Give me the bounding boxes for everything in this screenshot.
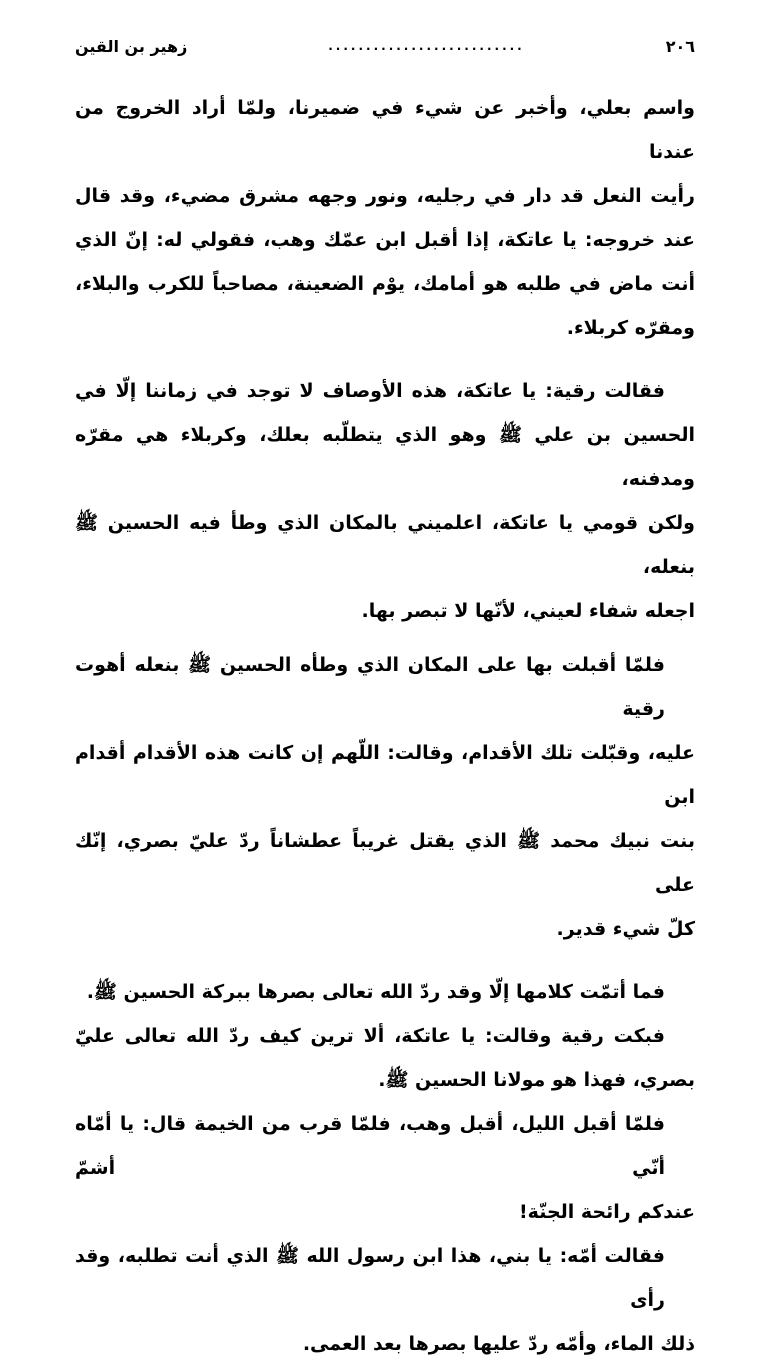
text-line: فلمّا أقبل الليل، أقبل وهب، فلمّا قرب من الخيمة قال: يا أمّاه أنّي أشمّ [75, 1113, 665, 1179]
text-line: الحسين بن علي ﷺ وهو الذي يتطلّبه بعلك، وكربلاء هي مقرّه ومدفنه، [75, 424, 695, 490]
body-text [75, 86, 695, 1366]
text-line: رأيت النعل قد دار في رجليه، ونور وجهه مشرق مضيء، وقد قال [75, 185, 695, 207]
text-line: أنت ماض في طلبه هو أمامك، يوْم الضعينة، مصاحباً للكرب والبلاء، [75, 273, 695, 295]
text-line: بنت نبيك محمد ﷺ الذي يقتل غريباً عطشاناً ردّ عليّ بصري، إنّك على [75, 830, 695, 896]
text-line: فلمّا أقبلت بها على المكان الذي وطأه الحسين ﷺ بنعله أهوت رقية [75, 654, 665, 720]
running-title: زهير بن القين [75, 36, 188, 56]
text-line: فقالت أمّه: يا بني، هذا ابن رسول الله ﷺ الذي أنت تطلبه، وقد رأى [75, 1245, 665, 1311]
text-line: ذلك الماء، وأمّه ردّ عليها بصرها بعد العمى. [302, 1333, 695, 1355]
text-line: بصري، فهذا هو مولانا الحسين ﷺ. [378, 1069, 695, 1091]
text-line: عندكم رائحة الجنّة! [519, 1201, 695, 1223]
text-line: فبكت رقية وقالت: يا عاتكة، ألا ترين كيف ردّ الله تعالى عليّ [75, 1025, 665, 1047]
text-line: ومقرّه كربلاء. [566, 317, 695, 339]
running-header [75, 32, 695, 60]
text-line: اجعله شفاء لعيني، لأنّها لا تبصر بها. [361, 600, 695, 622]
text-line: عند خروجه: يا عاتكة، إذا أقبل ابن عمّك وهب، فقولي له: إنّ الذي [75, 229, 695, 251]
text-line: عليه، وقبّلت تلك الأقدام، وقالت: اللّهم إن كانت هذه الأقدام أقدام ابن [75, 742, 695, 808]
page-number: ٢٠٦ [665, 36, 695, 56]
header-leader-dots: .......................... [328, 39, 525, 53]
text-line: كلّ شيء قدير. [556, 918, 695, 940]
text-line: فما أتمّت كلامها إلّا وقد ردّ الله تعالى بصرها ببركة الحسين ﷺ. [86, 981, 665, 1003]
book-page [75, 0, 695, 1366]
text-line: واسم بعلي، وأخبر عن شيء في ضميرنا، ولمّا أراد الخروج من عندنا [75, 97, 695, 163]
text-line: ولكن قومي يا عاتكة، اعلميني بالمكان الذي وطأ فيه الحسين ﷺ بنعله، [75, 512, 695, 578]
text-line: فقالت رقية: يا عاتكة، هذه الأوصاف لا توجد في زماننا إلّا في [75, 380, 665, 402]
